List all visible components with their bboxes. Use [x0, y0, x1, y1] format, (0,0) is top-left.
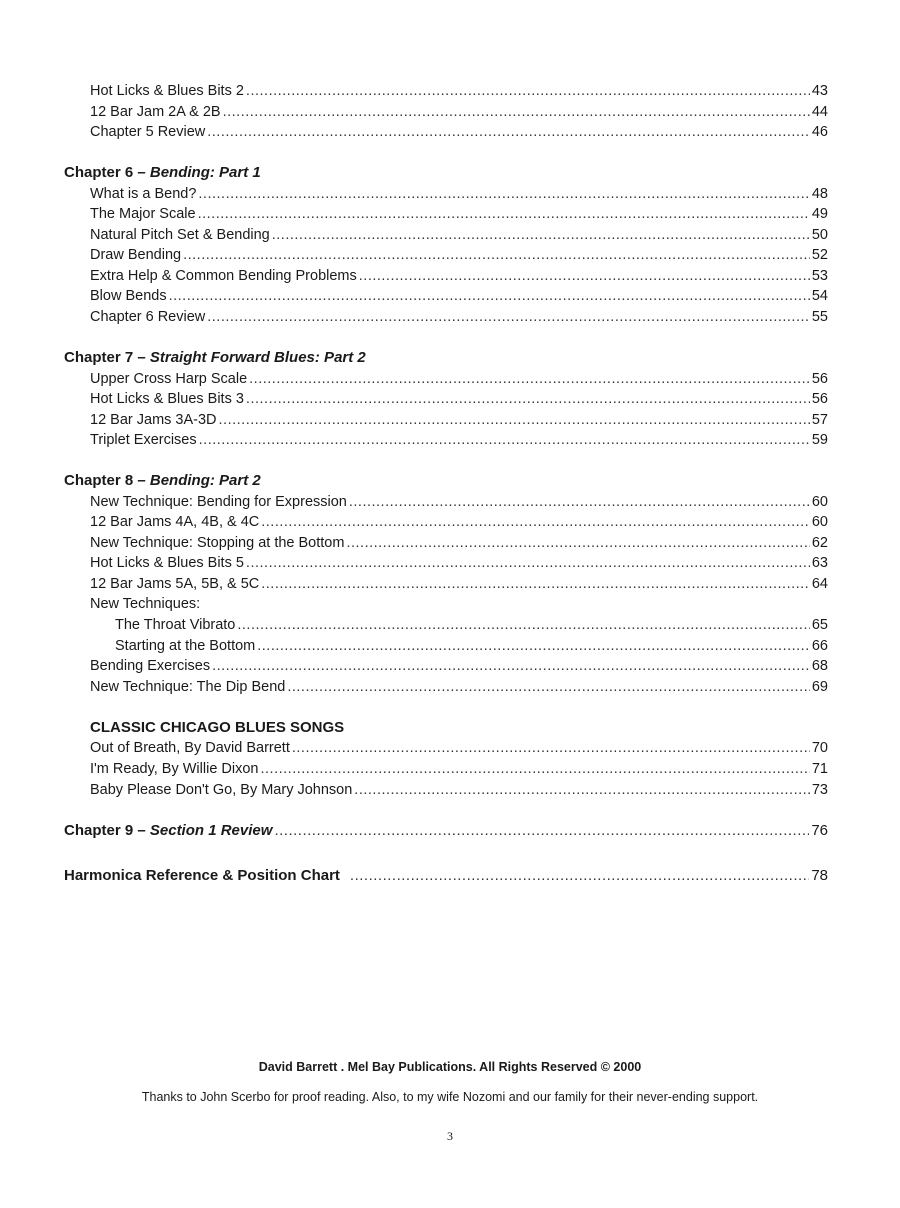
toc-entry-title: Starting at the Bottom — [115, 638, 256, 654]
toc-entry-page: 68 — [811, 658, 828, 674]
toc-entry-title: Chapter 6 Review — [90, 309, 206, 325]
toc-entry-title: Out of Breath, By David Barrett — [90, 740, 290, 756]
dot-leader — [212, 656, 810, 676]
toc-entry-title: Baby Please Don't Go, By Mary Johnson — [90, 782, 353, 798]
toc-sub-entry — [115, 615, 828, 635]
toc-entry — [90, 553, 828, 573]
toc-entry-page: 59 — [811, 432, 828, 448]
toc-entry-page: 66 — [811, 638, 828, 654]
toc-entry-page: 43 — [811, 83, 828, 99]
dot-leader — [354, 780, 810, 800]
toc-sub-entry — [115, 636, 828, 656]
chapter-label: Chapter 7 – — [64, 349, 146, 366]
chapter-subtitle: Bending: Part 2 — [149, 472, 261, 489]
toc-entry-page: 62 — [811, 535, 828, 551]
dot-leader — [292, 738, 810, 758]
toc-entry-title: Hot Licks & Blues Bits 5 — [90, 555, 244, 571]
chapter-subtitle: Bending: Part 1 — [149, 164, 261, 181]
toc-entry — [90, 656, 828, 676]
acknowledgements: Thanks to John Scerbo for proof reading. Also, to my wife Nozomi and our family for their never-ending support. — [141, 1090, 759, 1104]
copyright-notice: David Barrett . Mel Bay Publications. All Rights Reserved © 2000 — [258, 1060, 642, 1074]
toc-entry-title: Harmonica Reference & Position Chart — [64, 867, 340, 884]
chapter-label: Chapter 6 – — [64, 164, 146, 181]
chapter-7-heading — [64, 348, 366, 368]
toc-entry-page: 50 — [811, 227, 828, 243]
toc-entry-page: 49 — [811, 206, 828, 222]
toc-entry-page: 55 — [811, 309, 828, 325]
toc-entry-title: 12 Bar Jams 4A, 4B, & 4C — [90, 514, 260, 530]
toc-entry — [90, 574, 828, 594]
toc-entry-page: 73 — [811, 782, 828, 798]
toc-entry-title: New Technique: The Dip Bend — [90, 679, 286, 695]
toc-entry — [90, 184, 828, 204]
toc-entry — [90, 369, 828, 389]
toc-entry — [90, 738, 828, 758]
dot-leader — [359, 266, 810, 286]
toc-entry-title: Natural Pitch Set & Bending — [90, 227, 270, 243]
dot-leader — [346, 533, 809, 553]
dot-leader — [219, 410, 810, 430]
toc-entry-page: 70 — [811, 740, 828, 756]
toc-entry — [90, 245, 828, 265]
toc-entry — [90, 286, 828, 306]
toc-entry-title: 12 Bar Jam 2A & 2B — [90, 104, 221, 120]
dot-leader — [349, 492, 810, 512]
toc-entry-title: New Techniques: — [90, 596, 201, 612]
toc-entry-page: 56 — [811, 371, 828, 387]
toc-entry — [90, 430, 828, 450]
dot-leader — [272, 225, 810, 245]
dot-leader — [246, 553, 810, 573]
toc-entry — [90, 410, 828, 430]
dot-leader — [199, 430, 810, 450]
toc-entry-title: 12 Bar Jams 5A, 5B, & 5C — [90, 576, 260, 592]
dot-leader — [257, 636, 810, 656]
dot-leader — [249, 369, 810, 389]
toc-entry-page: 78 — [811, 867, 828, 884]
toc-entry-page: 69 — [811, 679, 828, 695]
toc-entry — [90, 677, 828, 697]
toc-entry — [90, 225, 828, 245]
toc-entry — [90, 102, 828, 122]
toc-entry-title: I'm Ready, By Willie Dixon — [90, 761, 259, 777]
toc-entry-title: Blow Bends — [90, 288, 167, 304]
songs-heading: CLASSIC CHICAGO BLUES SONGS — [90, 719, 345, 736]
dot-leader — [198, 184, 809, 204]
toc-entry — [90, 389, 828, 409]
toc-entry — [90, 266, 828, 286]
chapter-label: Chapter 8 – — [64, 472, 146, 489]
chapter-subtitle: Straight Forward Blues: Part 2 — [149, 349, 366, 366]
dot-leader — [261, 512, 810, 532]
dot-leader — [287, 677, 810, 697]
toc-entry-title: Draw Bending — [90, 247, 182, 263]
toc-entry-page: 57 — [811, 412, 828, 428]
toc-entry-page: 52 — [811, 247, 828, 263]
dot-leader — [169, 286, 810, 306]
toc-entry-page: 60 — [811, 494, 828, 510]
toc-entry-page: 54 — [811, 288, 828, 304]
toc-entry-title: New Technique: Stopping at the Bottom — [90, 535, 345, 551]
toc-entry-page: 71 — [811, 761, 828, 777]
dot-leader — [183, 245, 810, 265]
page-number: 3 — [447, 1129, 453, 1143]
dot-leader — [274, 821, 809, 841]
toc-entry-title: 12 Bar Jams 3A-3D — [90, 412, 217, 428]
dot-leader — [350, 866, 809, 886]
toc-entry — [90, 512, 828, 532]
chapter-9-entry — [64, 821, 828, 841]
toc-entry — [90, 307, 828, 327]
toc-entry — [90, 759, 828, 779]
toc-entry-title: Upper Cross Harp Scale — [90, 371, 248, 387]
toc-entry-page: 64 — [811, 576, 828, 592]
toc-entry — [90, 204, 828, 224]
toc-entry-title: New Technique: Bending for Expression — [90, 494, 347, 510]
toc-entry-page: 56 — [811, 391, 828, 407]
toc-entry-title: Extra Help & Common Bending Problems — [90, 268, 357, 284]
toc-entry-page: 76 — [811, 822, 828, 839]
toc-entry-page: 46 — [811, 124, 828, 140]
toc-entry — [90, 533, 828, 553]
dot-leader — [246, 389, 810, 409]
toc-entry — [90, 81, 828, 101]
dot-leader — [207, 122, 810, 142]
chapter-label: Chapter 9 – — [64, 822, 146, 839]
chapter-6-heading — [64, 163, 261, 183]
dot-leader — [246, 81, 810, 101]
chapter-subtitle: Section 1 Review — [149, 822, 273, 839]
toc-entry — [90, 780, 828, 800]
toc-entry-title: Hot Licks & Blues Bits 2 — [90, 83, 244, 99]
dot-leader — [261, 574, 810, 594]
dot-leader — [237, 615, 809, 635]
dot-leader — [223, 102, 810, 122]
toc-entry-page: 60 — [811, 514, 828, 530]
reference-chart-entry — [64, 866, 828, 886]
toc-entry-title: Triplet Exercises — [90, 432, 197, 448]
new-techniques-label — [90, 594, 828, 614]
toc-entry-title: What is a Bend? — [90, 186, 197, 202]
toc-entry-title: The Throat Vibrato — [115, 617, 236, 633]
toc-entry-page: 63 — [811, 555, 828, 571]
toc-entry-title: Chapter 5 Review — [90, 124, 206, 140]
toc-entry-page: 65 — [811, 617, 828, 633]
toc-entry-title: Hot Licks & Blues Bits 3 — [90, 391, 244, 407]
toc-entry-title: The Major Scale — [90, 206, 196, 222]
dot-leader — [198, 204, 810, 224]
dot-leader — [261, 759, 810, 779]
toc-entry-page: 48 — [811, 186, 828, 202]
toc-entry-page: 44 — [811, 104, 828, 120]
toc-entry-page: 53 — [811, 268, 828, 284]
dot-leader — [207, 307, 810, 327]
toc-entry — [90, 122, 828, 142]
toc-entry — [90, 492, 828, 512]
chapter-8-heading — [64, 471, 261, 491]
toc-entry-title: Bending Exercises — [90, 658, 211, 674]
